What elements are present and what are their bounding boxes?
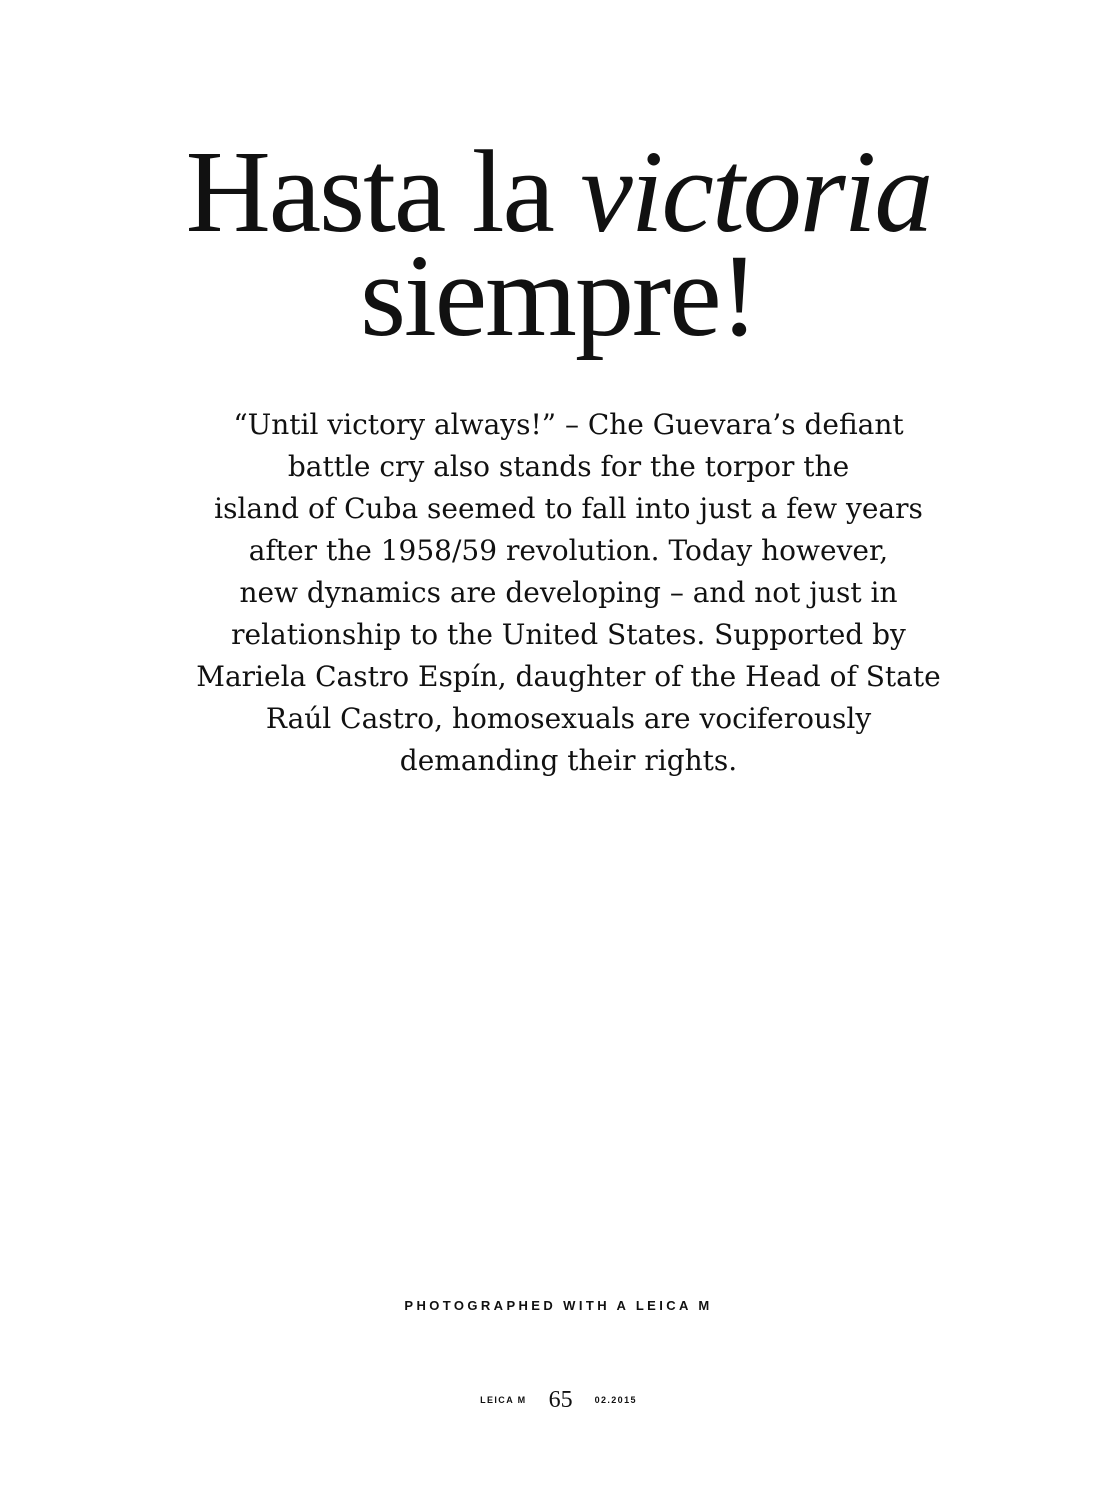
photo-credit: PHOTOGRAPHED WITH A LEICA M — [404, 1298, 713, 1313]
footer-magazine-name: LEICA M — [480, 1395, 527, 1405]
headline-line-1 — [0, 126, 1117, 257]
page-footer — [0, 1388, 1117, 1412]
intro-line: new dynamics are developing – and not just in — [239, 576, 898, 609]
intro-line: Raúl Castro, homosexuals are vociferously — [265, 702, 872, 735]
intro-line: island of Cuba seemed to fall into just a few years — [214, 492, 923, 525]
headline-italic-text: victoria — [580, 126, 932, 257]
footer-issue-date: 02.2015 — [594, 1395, 637, 1405]
intro-paragraph — [160, 404, 977, 782]
intro-line: after the 1958/59 revolution. Today however, — [248, 534, 889, 567]
headline — [0, 126, 1117, 361]
headline-regular-text: Hasta la — [185, 126, 581, 257]
intro-line: battle cry also stands for the torpor the — [287, 450, 850, 483]
headline-line-2: siempre! — [360, 230, 757, 361]
intro-line: demanding their rights. — [399, 744, 738, 777]
intro-line: relationship to the United States. Supported by — [231, 618, 906, 651]
intro-line: Mariela Castro Espín, daughter of the Head of State — [196, 660, 941, 693]
page-number: 65 — [548, 1387, 573, 1413]
intro-line: “Until victory always!” – Che Guevara’s defiant — [233, 408, 904, 441]
